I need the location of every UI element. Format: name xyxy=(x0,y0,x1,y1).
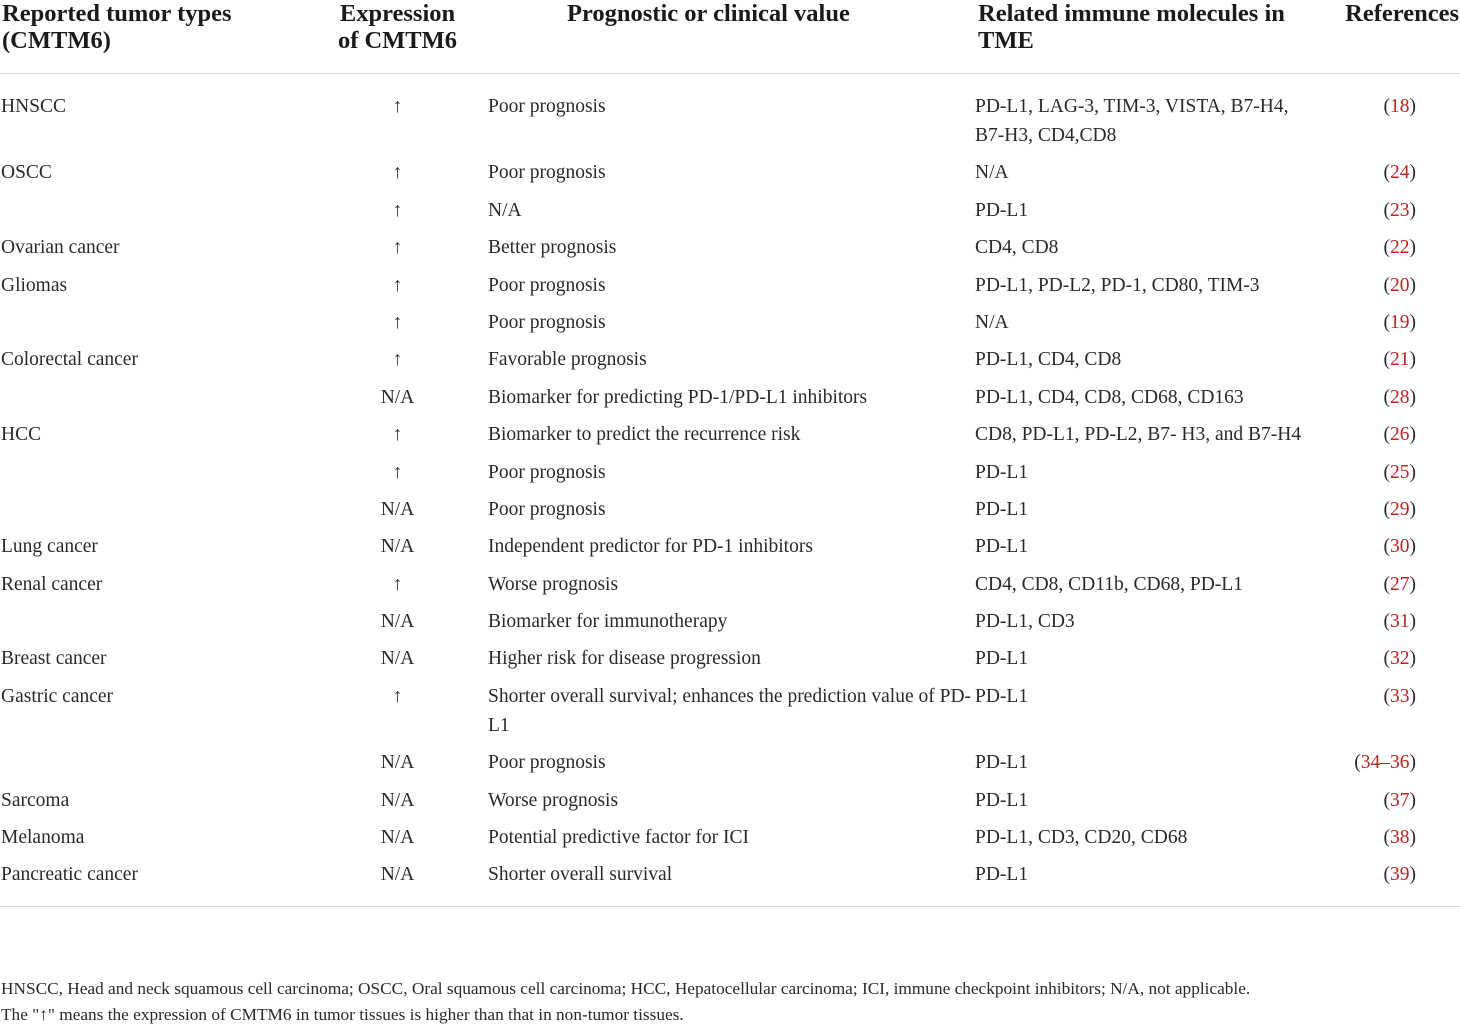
expression-cell: ↑ xyxy=(392,274,403,296)
reference-open-paren: ( xyxy=(1383,536,1390,558)
reference-open-paren: ( xyxy=(1383,162,1390,184)
reference-open-paren: ( xyxy=(1383,424,1390,446)
reference-cell xyxy=(1318,852,1460,907)
reference-open-paren: ( xyxy=(1383,648,1390,670)
immune-molecules-cell: CD4, CD8 xyxy=(975,237,1059,259)
reference-close-paren: ) xyxy=(1409,752,1416,774)
table-row xyxy=(0,187,1460,224)
reference-link[interactable]: 25 xyxy=(1390,461,1410,483)
reference-open-paren: ( xyxy=(1383,864,1390,886)
immune-molecules-cell: PD-L1 xyxy=(975,199,1029,221)
tumor-type-cell: Breast cancer xyxy=(1,648,107,670)
header-tumor-type: Reported tumor types (CMTM6) xyxy=(0,0,330,74)
reference-close-paren: ) xyxy=(1409,498,1416,520)
immune-molecules-cell: PD-L1 xyxy=(975,536,1029,558)
prognostic-cell: Potential predictive factor for ICI xyxy=(488,827,749,849)
tumor-type-cell: Gliomas xyxy=(1,274,68,296)
reference-cell xyxy=(1318,449,1460,486)
reference-cell xyxy=(1318,636,1460,673)
table-row xyxy=(0,449,1460,486)
tumor-type-cell xyxy=(0,599,330,636)
reference-close-paren: ) xyxy=(1409,573,1416,595)
immune-molecules-cell: PD-L1, CD4, CD8 xyxy=(975,349,1122,371)
reference-open-paren: ( xyxy=(1383,386,1390,408)
expression-cell: N/A xyxy=(380,536,415,558)
reference-close-paren: ) xyxy=(1409,311,1416,333)
immune-molecules-cell: PD-L1, CD3, CD20, CD68 xyxy=(975,827,1188,849)
expression-cell: N/A xyxy=(380,648,415,670)
table-row xyxy=(0,412,1460,449)
footnote-arrow-note: The "↑" means the expression of CMTM6 in tumor tissues is higher than that in non-tumor tissues. xyxy=(1,1005,684,1024)
prognostic-cell: N/A xyxy=(488,199,522,221)
expression-cell: ↑ xyxy=(392,685,403,707)
reference-close-paren: ) xyxy=(1409,274,1416,296)
table-row xyxy=(0,487,1460,524)
header-immune-molecules: Related immune molecules in TME xyxy=(972,0,1318,74)
expression-cell: N/A xyxy=(380,386,415,408)
header-row xyxy=(0,0,1460,74)
table-row xyxy=(0,524,1460,561)
reference-link[interactable]: 31 xyxy=(1390,611,1410,633)
reference-open-paren: ( xyxy=(1383,96,1390,117)
expression-cell: ↑ xyxy=(392,349,403,371)
reference-open-paren: ( xyxy=(1383,349,1390,371)
reference-cell xyxy=(1318,740,1460,777)
prognostic-cell: Worse prognosis xyxy=(488,789,619,811)
reference-cell xyxy=(1318,374,1460,411)
reference-open-paren: ( xyxy=(1383,311,1390,333)
reference-link[interactable]: 26 xyxy=(1390,424,1410,446)
reference-open-paren: ( xyxy=(1383,611,1390,633)
immune-molecules-cell: PD-L1 xyxy=(975,789,1029,811)
tumor-type-cell: Pancreatic cancer xyxy=(0,852,330,907)
reference-link[interactable]: 28 xyxy=(1390,386,1410,408)
immune-molecules-cell: PD-L1, CD3 xyxy=(975,611,1075,633)
expression-cell: ↑ xyxy=(392,461,403,483)
reference-link[interactable]: 24 xyxy=(1390,162,1410,184)
reference-cell xyxy=(1318,300,1460,337)
reference-link[interactable]: 20 xyxy=(1390,274,1410,296)
table-row xyxy=(0,300,1460,337)
reference-link[interactable]: 22 xyxy=(1390,237,1410,259)
tumor-type-cell xyxy=(0,449,330,486)
reference-cell xyxy=(1318,815,1460,852)
reference-open-paren: ( xyxy=(1383,498,1390,520)
reference-cell xyxy=(1318,225,1460,262)
reference-close-paren: ) xyxy=(1409,827,1416,849)
prognostic-cell: Poor prognosis xyxy=(488,311,606,333)
table-header xyxy=(0,0,1460,74)
immune-molecules-cell: PD-L1 xyxy=(975,752,1029,774)
reference-link[interactable]: 32 xyxy=(1390,648,1410,670)
immune-molecules-cell: PD-L1, LAG-3, TIM-3, VISTA, B7-H4, B7-H3, CD4,CD8 xyxy=(975,96,1289,146)
immune-molecules-cell: PD-L1 xyxy=(975,685,1029,707)
tumor-type-cell xyxy=(0,487,330,524)
expression-cell: ↑ xyxy=(392,162,403,184)
reference-link[interactable]: 39 xyxy=(1390,864,1410,886)
tumor-type-cell: Renal cancer xyxy=(1,573,103,595)
table-body xyxy=(0,74,1460,907)
reference-cell xyxy=(1318,487,1460,524)
reference-cell xyxy=(1318,599,1460,636)
reference-open-paren: ( xyxy=(1383,237,1390,259)
table-row xyxy=(0,852,1460,907)
immune-molecules-cell: PD-L1, CD4, CD8, CD68, CD163 xyxy=(975,386,1244,408)
expression-cell: ↑ xyxy=(392,311,403,333)
expression-cell: N/A xyxy=(380,789,415,811)
reference-close-paren: ) xyxy=(1409,424,1416,446)
tumor-type-cell: Sarcoma xyxy=(1,789,70,811)
reference-link[interactable]: 23 xyxy=(1390,199,1410,221)
reference-cell xyxy=(1318,561,1460,598)
table-row xyxy=(0,815,1460,852)
tumor-type-cell xyxy=(0,187,330,224)
reference-cell xyxy=(1318,262,1460,299)
table-row xyxy=(0,150,1460,187)
expression-cell: ↑ xyxy=(392,237,403,259)
reference-cell xyxy=(1318,524,1460,561)
reference-open-paren: ( xyxy=(1383,685,1390,707)
immune-molecules-cell: N/A xyxy=(975,162,1009,184)
reference-link[interactable]: 33 xyxy=(1390,685,1410,707)
table-row xyxy=(0,225,1460,262)
prognostic-cell: Biomarker for immunotherapy xyxy=(488,611,728,633)
tumor-type-cell xyxy=(0,300,330,337)
prognostic-cell: Shorter overall survival; enhances the prediction value of PD-L1 xyxy=(488,685,972,736)
reference-link[interactable]: 21 xyxy=(1390,349,1410,371)
immune-molecules-cell: CD8, PD-L1, PD-L2, B7- H3, and B7-H4 xyxy=(975,424,1302,446)
reference-link[interactable]: 37 xyxy=(1390,789,1410,811)
reference-link[interactable]: 19 xyxy=(1390,311,1410,333)
prognostic-cell: Better prognosis xyxy=(488,237,617,259)
immune-molecules-cell: PD-L1 xyxy=(975,461,1029,483)
prognostic-cell: Poor prognosis xyxy=(488,752,606,774)
expression-cell: ↑ xyxy=(392,573,403,595)
reference-close-paren: ) xyxy=(1409,536,1416,558)
reference-open-paren: ( xyxy=(1383,573,1390,595)
tumor-type-cell: Gastric cancer xyxy=(1,685,114,707)
table-row xyxy=(0,337,1460,374)
reference-cell xyxy=(1318,777,1460,814)
prognostic-cell: Poor prognosis xyxy=(488,498,606,520)
immune-molecules-cell: PD-L1 xyxy=(972,852,1318,907)
header-prognostic: Prognostic or clinical value xyxy=(475,0,972,74)
reference-cell xyxy=(1318,74,1460,151)
tumor-type-cell xyxy=(0,374,330,411)
reference-open-paren: ( xyxy=(1383,827,1390,849)
table-footnote xyxy=(1,976,1457,1028)
reference-link[interactable]: 18 xyxy=(1390,96,1410,117)
reference-close-paren: ) xyxy=(1409,349,1416,371)
reference-link[interactable]: 27 xyxy=(1390,573,1410,595)
reference-open-paren: ( xyxy=(1383,789,1390,811)
immune-molecules-cell: PD-L1 xyxy=(975,498,1029,520)
reference-cell xyxy=(1318,337,1460,374)
expression-cell: N/A xyxy=(380,498,415,520)
expression-cell: N/A xyxy=(380,752,415,774)
prognostic-cell: Poor prognosis xyxy=(488,461,606,483)
tumor-type-cell: HNSCC xyxy=(1,96,67,117)
tumor-type-cell: HCC xyxy=(1,424,42,446)
prognostic-cell: Favorable prognosis xyxy=(488,349,647,371)
prognostic-cell: Biomarker to predict the recurrence risk xyxy=(488,424,801,446)
table-row xyxy=(0,262,1460,299)
reference-close-paren: ) xyxy=(1409,386,1416,408)
reference-close-paren: ) xyxy=(1409,864,1416,886)
prognostic-cell: Poor prognosis xyxy=(488,274,606,296)
tumor-type-cell: Lung cancer xyxy=(1,536,98,558)
prognostic-cell: Independent predictor for PD-1 inhibitors xyxy=(488,536,813,558)
expression-cell: N/A xyxy=(380,827,415,849)
reference-open-paren: ( xyxy=(1383,461,1390,483)
expression-cell: ↑ xyxy=(392,199,403,221)
reference-close-paren: ) xyxy=(1409,461,1416,483)
prognostic-cell: Poor prognosis xyxy=(488,162,606,184)
header-expression: Expression of CMTM6 xyxy=(330,0,475,74)
immune-molecules-cell: PD-L1 xyxy=(975,648,1029,670)
reference-close-paren: ) xyxy=(1409,611,1416,633)
tumor-type-cell: Ovarian cancer xyxy=(1,237,120,259)
table-row xyxy=(0,740,1460,777)
reference-link[interactable]: 38 xyxy=(1390,827,1410,849)
reference-link[interactable]: 34–36 xyxy=(1360,752,1410,774)
reference-cell xyxy=(1318,412,1460,449)
reference-close-paren: ) xyxy=(1409,96,1416,117)
table-row xyxy=(0,636,1460,673)
reference-close-paren: ) xyxy=(1409,685,1416,707)
immune-molecules-cell: CD4, CD8, CD11b, CD68, PD-L1 xyxy=(975,573,1243,595)
expression-cell: N/A xyxy=(330,852,475,907)
prognostic-cell: Biomarker for predicting PD-1/PD-L1 inhibitors xyxy=(488,386,868,408)
expression-cell: ↑ xyxy=(392,96,403,117)
table-row xyxy=(0,673,1460,739)
reference-close-paren: ) xyxy=(1409,162,1416,184)
table-row xyxy=(0,74,1460,151)
reference-link[interactable]: 29 xyxy=(1390,498,1410,520)
prognostic-cell: Poor prognosis xyxy=(488,96,606,117)
tumor-type-cell: Melanoma xyxy=(1,827,85,849)
header-references: References xyxy=(1318,0,1460,74)
expression-cell: N/A xyxy=(380,611,415,633)
reference-open-paren: ( xyxy=(1383,199,1390,221)
prognostic-cell: Worse prognosis xyxy=(488,573,619,595)
tumor-type-cell xyxy=(0,740,330,777)
expression-cell: ↑ xyxy=(392,424,403,446)
reference-cell xyxy=(1318,673,1460,739)
reference-open-paren: ( xyxy=(1383,274,1390,296)
reference-link[interactable]: 30 xyxy=(1390,536,1410,558)
reference-close-paren: ) xyxy=(1409,237,1416,259)
prognostic-cell: Shorter overall survival xyxy=(475,852,972,907)
reference-close-paren: ) xyxy=(1409,789,1416,811)
immune-molecules-cell: PD-L1, PD-L2, PD-1, CD80, TIM-3 xyxy=(975,274,1260,296)
reference-cell xyxy=(1318,150,1460,187)
reference-open-paren: ( xyxy=(1354,752,1361,774)
table-row xyxy=(0,374,1460,411)
immune-molecules-cell: N/A xyxy=(975,311,1009,333)
reference-close-paren: ) xyxy=(1409,648,1416,670)
table-row xyxy=(0,777,1460,814)
tumor-type-cell: OSCC xyxy=(1,162,52,184)
table-row xyxy=(0,599,1460,636)
table-row xyxy=(0,561,1460,598)
prognostic-cell: Higher risk for disease progression xyxy=(488,648,761,670)
tumor-type-cell: Colorectal cancer xyxy=(1,349,138,371)
footnote-abbreviations: HNSCC, Head and neck squamous cell carcinoma; OSCC, Oral squamous cell carcinoma; HCC, Hepatocellular carcinoma; ICI, immune checkpoint inhibitors; N/A, not applicable. xyxy=(1,979,1251,998)
reference-close-paren: ) xyxy=(1409,199,1416,221)
reference-cell xyxy=(1318,187,1460,224)
